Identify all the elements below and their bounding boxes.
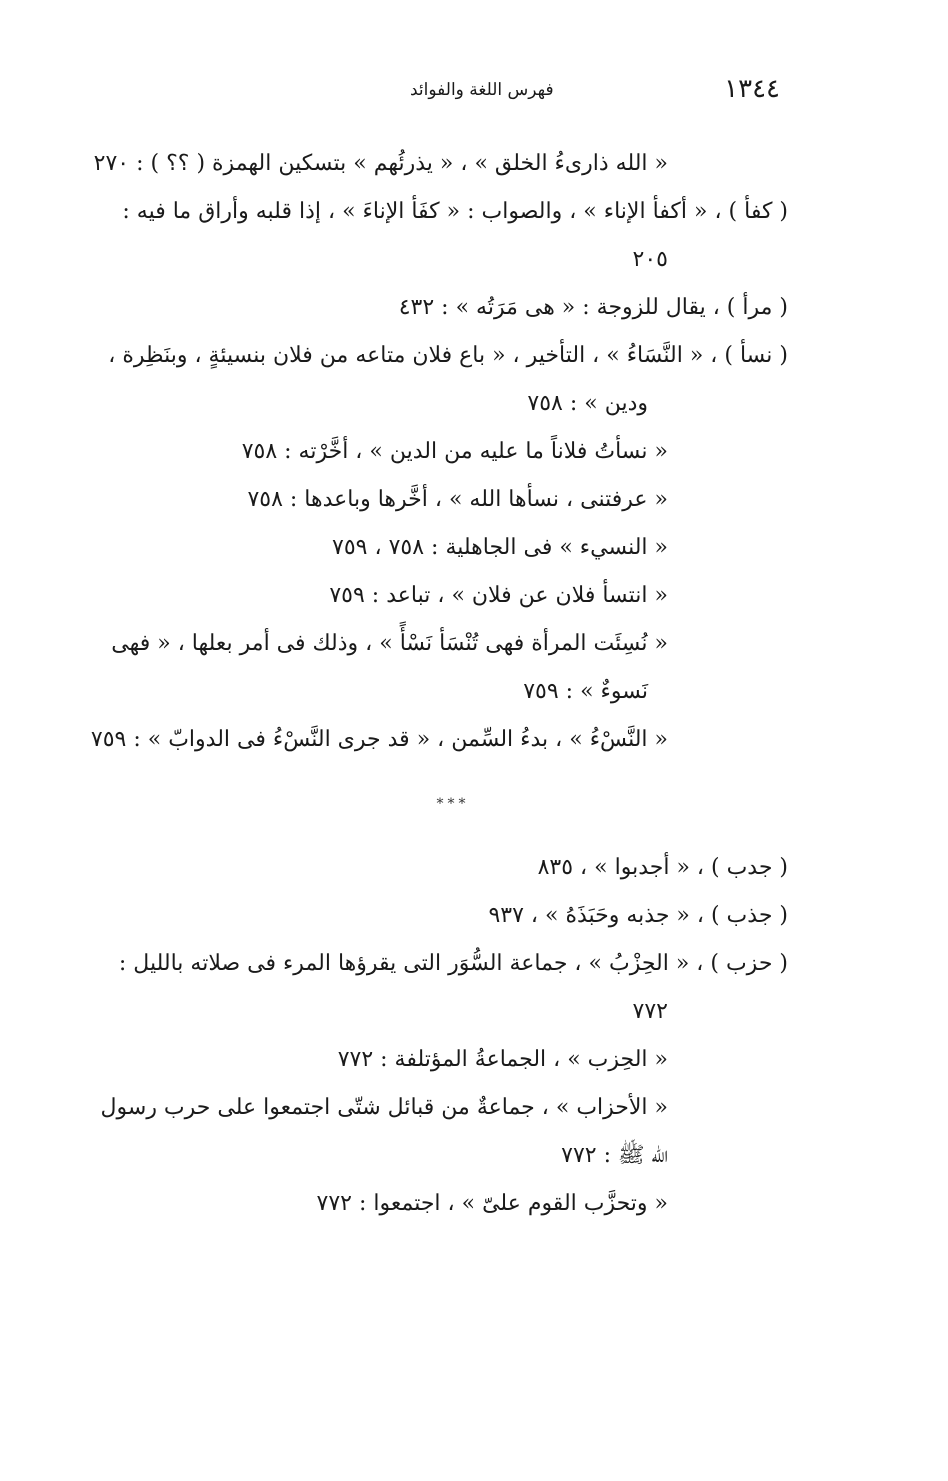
running-head: فهرس اللغة والفوائد	[410, 80, 554, 100]
entry-line: « نُسِئَت المرأة فهى تُنْسَأ نَسْأً » ، وذلك فى أمر بعلها ، « فهى	[111, 631, 668, 656]
entry-line: « النسيء » فى الجاهلية : ٧٥٨ ، ٧٥٩	[332, 535, 668, 560]
entry-line: « وتحزَّب القوم علىّ » ، اجتمعوا : ٧٧٢	[316, 1191, 668, 1216]
entry-line: ٧٧٢	[632, 999, 668, 1024]
root-entry: ( حزب ) ، « الحِزْبُ » ، جماعة السُّوَر التى يقرؤها المرء فى صلاته بالليل :	[118, 951, 788, 976]
entry-line: نَسوءٌ » : ٧٥٩	[523, 679, 648, 704]
root-entry: ( جدب ) ، « أجدبوا » ، ٨٣٥	[537, 855, 788, 880]
entry-line: « عرفتنى ، نسأها الله » ، أخَّرها وباعدها : ٧٥٨	[247, 487, 668, 512]
entry-line: « الأحزاب » ، جماعةٌ من قبائل شتّى اجتمعوا على حرب رسول	[100, 1095, 668, 1120]
entry-line: « الله ذارىءُ الخلق » ، « يذرئُهم » بتسكين الهمزة ( ؟؟ ) : ٢٧٠	[93, 151, 668, 176]
root-entry: ( مرأ ) ، يقال للزوجة : « هى مَرَتُه » : ٤٣٢	[398, 295, 788, 320]
page-header	[110, 74, 780, 114]
entry-line: « الحِزب » ، الجماعةُ المؤتلفة : ٧٧٢	[337, 1047, 668, 1072]
section-separator: ***	[436, 796, 470, 812]
root-entry: ( كفأ ) ، « أكفأ الإناء » ، والصواب : « كفَأ الإناءَ » ، إذا قلبه وأراق ما فيه :	[122, 199, 788, 224]
entry-line: « انتسأ فلان عن فلان » ، تباعد : ٧٥٩	[329, 583, 668, 608]
entry-line: « النَّسْءُ » ، بدءُ السِّمن ، « قد جرى النَّسْءُ فى الدوابّ » : ٧٥٩	[90, 727, 668, 752]
entry-line: ودين » : ٧٥٨	[527, 391, 648, 416]
page-number: ١٣٤٤	[724, 74, 780, 104]
entry-line: ٢٠٥	[632, 247, 668, 272]
index-entries	[90, 140, 788, 1228]
root-entry: ( جذب ) ، « جذبه وحَبَذَهُ » ، ٩٣٧	[488, 903, 788, 928]
entry-line: « نسأتُ فلاناً ما عليه من الدين » ، أخَّرْته : ٧٥٨	[241, 439, 668, 464]
entry-line: الله ﷺ : ٧٧٢	[561, 1143, 668, 1168]
root-entry: ( نسأ ) ، « النَّسَاءُ » ، التأخير ، « باع فلان متاعه من فلان بنسيئةٍ ، وبنَظِرة ،	[108, 343, 788, 368]
